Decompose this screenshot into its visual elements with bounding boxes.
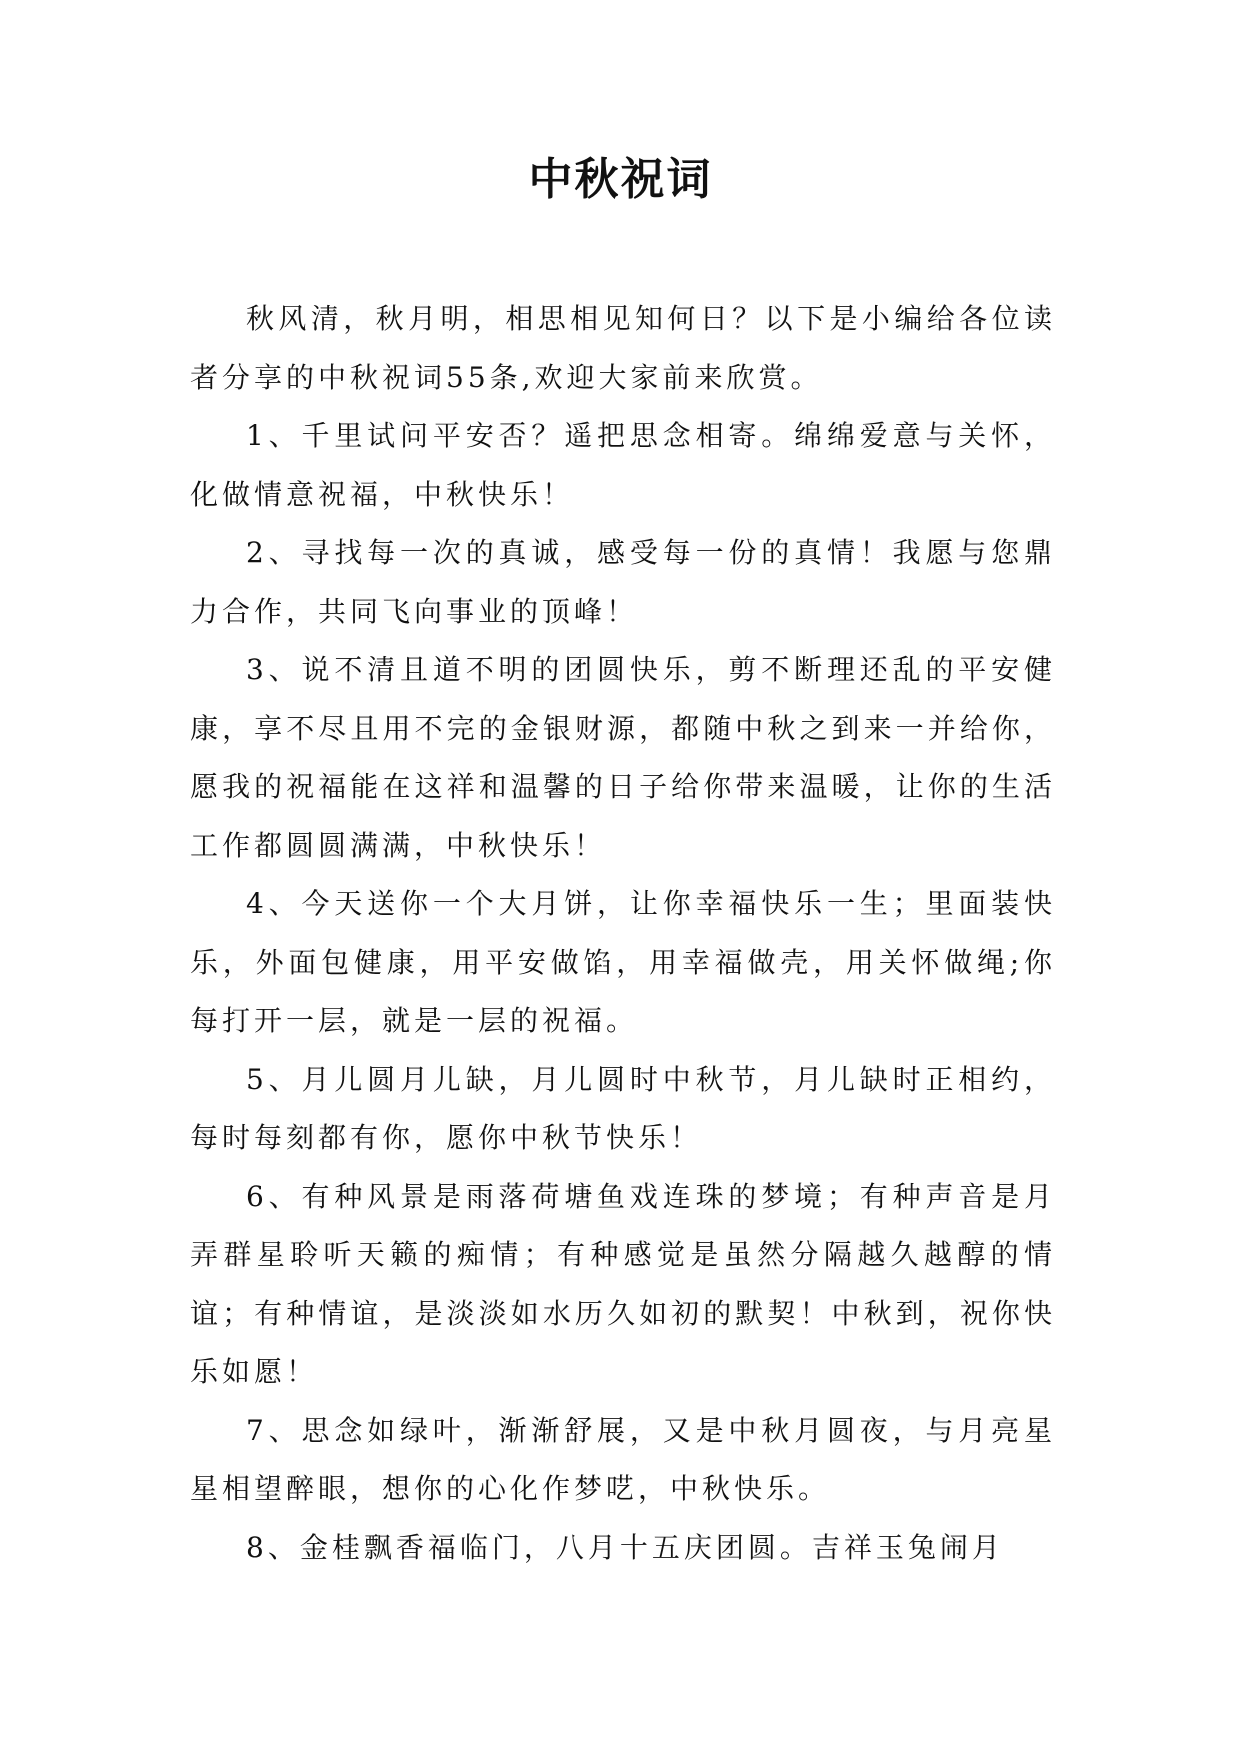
document-title: 中秋祝词	[528, 154, 713, 205]
greeting-paragraph: 7、思念如绿叶，渐渐舒展，又是中秋月圆夜，与月亮星星相望醉眼，想你的心化作梦呓，中秋快乐。	[190, 1413, 1056, 1505]
intro-paragraph: 秋风清，秋月明，相思相见知何日？以下是小编给各位读者分享的中秋祝词55条,欢迎大家前来欣赏。	[190, 302, 1056, 394]
greeting-paragraph: 8、金桂飘香福临门，八月十五庆团圆。吉祥玉兔闹月	[246, 1530, 1004, 1564]
greeting-paragraph: 6、有种风景是雨落荷塘鱼戏连珠的梦境；有种声音是月弄群星聆听天籁的痴情；有种感觉是虽然分隔越久越醇的情谊；有种情谊，是淡淡如水历久如初的默契！中秋到，祝你快乐如愿！	[190, 1179, 1056, 1388]
document-body	[190, 290, 1056, 1577]
greeting-paragraph: 4、今天送你一个大月饼，让你幸福快乐一生；里面装快乐，外面包健康，用平安做馅，用幸福做壳，用关怀做绳;你每打开一层，就是一层的祝福。	[190, 887, 1056, 1037]
greeting-paragraph: 2、寻找每一次的真诚，感受每一份的真情！我愿与您鼎力合作，共同飞向事业的顶峰！	[190, 536, 1056, 628]
greeting-paragraph: 1、千里试问平安否？遥把思念相寄。绵绵爱意与关怀，化做情意祝福，中秋快乐！	[190, 419, 1056, 511]
greeting-paragraph: 5、月儿圆月儿缺，月儿圆时中秋节，月儿缺时正相约，每时每刻都有你，愿你中秋节快乐！	[190, 1062, 1056, 1154]
greeting-paragraph: 3、说不清且道不明的团圆快乐，剪不断理还乱的平安健康，享不尽且用不完的金银财源，都随中秋之到来一并给你，愿我的祝福能在这祥和温馨的日子给你带来温暖，让你的生活工作都圆圆满满，中秋快乐！	[190, 653, 1056, 862]
